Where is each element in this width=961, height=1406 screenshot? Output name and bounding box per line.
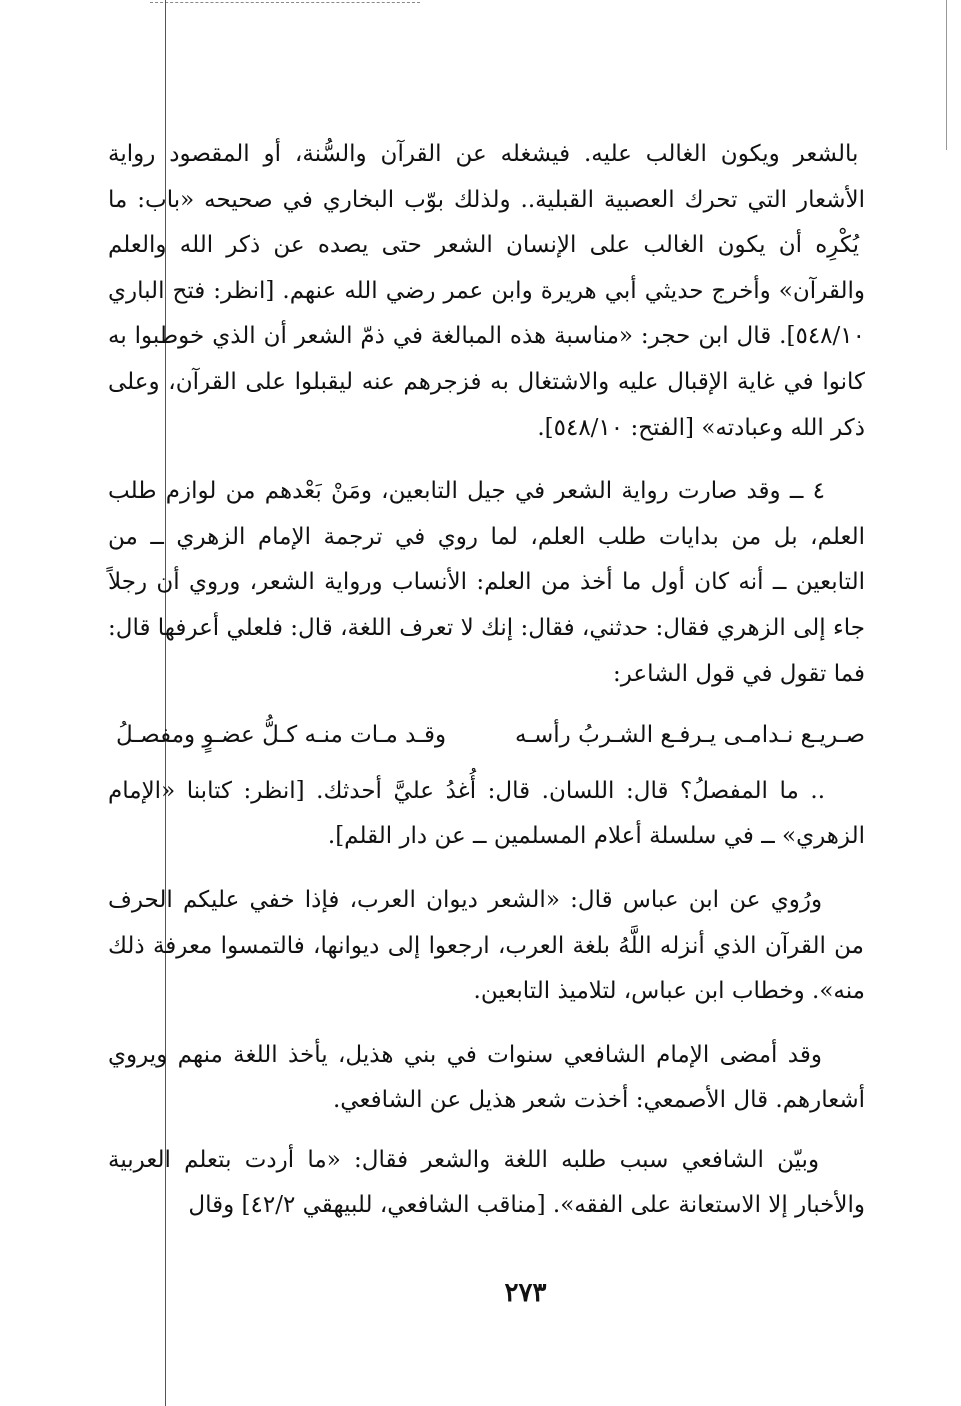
text-line: وقد أمضى الإمام الشافعي سنوات في بني هذيل، يأخذ اللغة منهم ويروي xyxy=(108,1041,822,1068)
text-line: والقرآن» وأخرج حديثي أبي هريرة وابن عمر رضي الله عنهم. [انظر: فتح xyxy=(164,277,865,304)
text-line: ٤ ــ وقد صارت رواية الشعر في جيل التابعين، ومَنْ بَعْدهم من لوازم xyxy=(156,478,825,505)
text-line: الأشعار التي تحرك العصبية القبلية.. ولذلك بوّب البخاري في صحيحه «باب: xyxy=(127,186,865,213)
text-line: فلعلي أعرفها قال: فما تقول في قول الشاعر: xyxy=(108,614,865,687)
text-line: وبيّن الشافعي سبب طلبه اللغة والشعر فقال: «ما أردت بتعلم العربية xyxy=(108,1146,820,1173)
text-line: ورُوي عن ابن عباس قال: «الشعر ديوان العرب، فإذا خفي عليكم الحرف xyxy=(108,886,823,913)
page-number: ٢٧٣ xyxy=(504,1278,547,1308)
text-line: من القرآن الذي أنزله اللَّهُ بلغة العرب، ارجعوا إلى ديوانها، فالتمسوا معرفة ذلك xyxy=(108,932,864,959)
scan-top-dash xyxy=(150,2,420,3)
paragraph-bukhari-note xyxy=(108,132,865,451)
text-line: .. ما المفصلُ؟ قال: اللسان. قال: أُغدُ عليَّ أحدثك. [انظر: كتابنا xyxy=(175,777,825,804)
paragraph-ibn-abbas xyxy=(108,878,865,1015)
text-line: ما يُكْرِه أن يكون الغالب على الإنسان الشعر حتى يصده عن ذكر الله والعلم xyxy=(108,186,860,259)
text-line: الباري ٥٤٨/١٠]. قال ابن حجر: «مناسبة هذه المبالغة في ذمّ الشعر أن الذي xyxy=(108,277,865,350)
text-line: خوطبوا به كانوا في غاية الإقبال عليه والاشتغال به فزجرهم عنه ليقبلوا على xyxy=(108,323,865,395)
scan-right-edge xyxy=(946,0,947,150)
text-line: أن رجلاً جاء إلى الزهري فقال: حدثني، فقال: إنك لا تعرف اللغة، قال: xyxy=(108,569,865,641)
paragraph-shafii-reason xyxy=(108,1138,865,1229)
paragraph-tabieen-poetry xyxy=(108,469,865,697)
text-line: القرآن، وعلى ذكر الله وعبادته» [الفتح: ٥٤٨/١٠]. xyxy=(108,368,865,441)
poetry-verse xyxy=(108,713,865,759)
paragraph-shafii-hudhayl xyxy=(108,1033,865,1124)
text-line: منه». وخطاب ابن عباس، لتلاميذ التابعين. xyxy=(473,978,865,1005)
paragraph-mufassal xyxy=(108,769,865,860)
text-line: بالشعر ويكون الغالب عليه. فيشغله عن القرآن والسُّنة، أو المقصود رواية xyxy=(108,141,859,167)
verse-second-hemistich: وقـد مـات منـه كـلُّ عضـوٍ ومفصـلُ xyxy=(116,722,447,749)
text-line: طلب العلم، بل من بدايات طلب العلم، لما روي في ترجمة الإمام الزهري xyxy=(108,478,865,550)
text-line: أشعارهم. قال الأصمعي: أخذت شعر هذيل عن الشافعي. xyxy=(333,1087,865,1114)
verse-first-hemistich: صـريـع نـدامـى يـرفـع الشـربُ رأسـه xyxy=(514,722,865,749)
text-line: ــ من التابعين ــ أنه كان أول ما أخذ من العلم: الأنساب ورواية الشعر، وروي xyxy=(108,523,865,596)
text-line: والأخبار إلا الاستعانة على الفقه». [مناقب الشافعي، للبيهقي ٤٢/٢] وقال xyxy=(188,1192,865,1219)
page-text xyxy=(108,132,865,1229)
text-line: «الإمام الزهري» ــ في سلسلة أعلام المسلمين ــ عن دار القلم]. xyxy=(108,777,865,850)
